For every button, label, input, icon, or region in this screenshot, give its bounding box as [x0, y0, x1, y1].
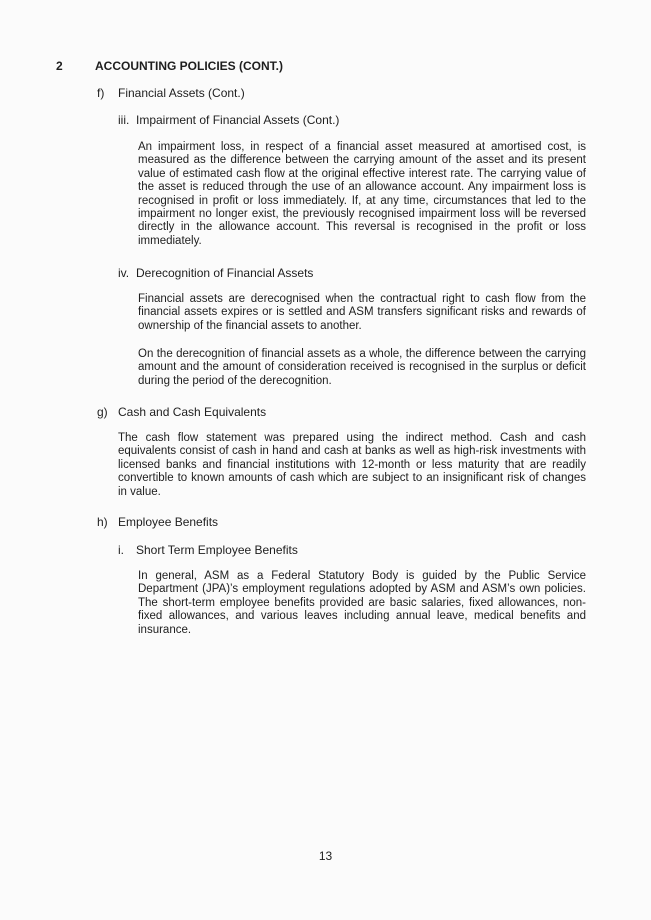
subsection-f-title: Financial Assets (Cont.): [118, 86, 245, 100]
subsection-h-title: Employee Benefits: [118, 515, 219, 529]
section-title: ACCOUNTING POLICIES (CONT.): [95, 59, 283, 73]
subsection-h-marker: h): [97, 515, 108, 529]
impairment-paragraph: An impairment loss, in respect of a financial asset measured at amortised cost, is measured as the difference between the carrying amount of the asset and its present value of estimated cash flow at the original effective interest rate. The carrying value of the asset is reduced through the use of an allowance account. Any impairment loss is recognised in profit or loss immediately. If, at any time, circumstances that led to the impairment no longer exist, the previously recognised impairment loss will be reversed directly in the allowance account. This reversal is recognised in the profit or loss immediately.: [138, 141, 586, 247]
item-i-marker: i.: [118, 543, 124, 557]
item-iv-marker: iv.: [118, 266, 130, 280]
item-iii-marker: iii.: [118, 113, 130, 127]
item-iii-title: Impairment of Financial Assets (Cont.): [136, 113, 340, 127]
subsection-g-title: Cash and Cash Equivalents: [118, 405, 267, 419]
section-number: 2: [56, 59, 63, 73]
derecognition-paragraph-1: Financial assets are derecognised when the contractual right to cash flow from the financial assets expires or is settled and ASM transfers significant risks and rewards of ownership of the financial assets to another.: [138, 293, 586, 332]
employee-benefits-paragraph: In general, ASM as a Federal Statutory Body is guided by the Public Service Department (JPA)’s employment regulations adopted by ASM and ASM’s own policies. The short-term employee benefits provided are basic salaries, fixed allowances, non-fixed allowances, and various leaves including annual leave, medical benefits and insurance.: [138, 570, 586, 636]
subsection-g-marker: g): [97, 405, 108, 419]
item-i-title: Short Term Employee Benefits: [136, 543, 298, 557]
page-number: 13: [318, 849, 333, 863]
derecognition-paragraph-2: On the derecognition of financial assets as a whole, the difference between the carrying amount and the amount of consideration received is recognised in the surplus or deficit during the period of the derecognition.: [138, 348, 586, 387]
subsection-f-marker: f): [97, 86, 105, 100]
cash-equivalents-paragraph: The cash flow statement was prepared using the indirect method. Cash and cash equivalents consist of cash in hand and cash at banks as well as high-risk investments with licensed banks and financial institutions with 12-month or less maturity that are readily convertible to known amounts of cash which are subject to an insignificant risk of changes in value.: [118, 432, 586, 498]
item-iv-title: Derecognition of Financial Assets: [136, 266, 314, 280]
